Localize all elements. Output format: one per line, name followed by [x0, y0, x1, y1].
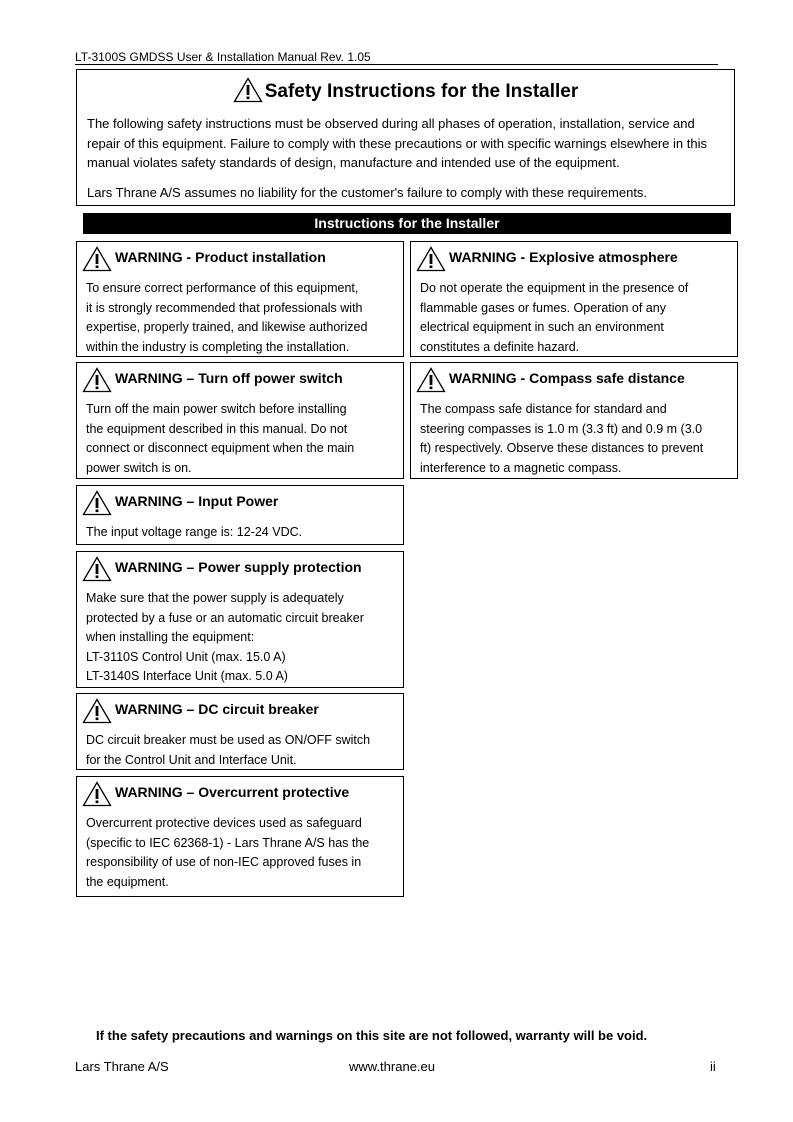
warning-title: WARNING – DC circuit breaker — [115, 701, 319, 717]
page-number: ii — [710, 1059, 716, 1074]
warning-triangle-icon — [82, 698, 112, 724]
warning-title: WARNING – Power supply protection — [115, 559, 362, 575]
warranty-footnote: If the safety precautions and warnings on this site are not followed, warranty will be void. — [96, 1028, 648, 1043]
warning-product-installation — [76, 241, 404, 357]
warning-body: Turn off the main power switch before installing the equipment described in this manual. Do not connect or disconnect equipment when the main power switch is on. — [86, 402, 355, 475]
intro-paragraph-2: Lars Thrane A/S assumes no liability for the customer's failure to comply with these requirements. — [87, 185, 648, 200]
header-title: LT-3100S GMDSS User & Installation Manual Rev. 1.05 — [75, 50, 371, 64]
warning-triangle-icon — [82, 556, 112, 582]
warning-title: WARNING - Product installation — [115, 249, 326, 265]
warning-explosive-atmosphere — [410, 241, 738, 357]
intro-box — [76, 69, 735, 206]
warning-body: To ensure correct performance of this equipment, it is strongly recommended that professionals with expertise, properly trained, and likewise authorized within the industry is completing the installation. — [86, 281, 368, 354]
warning-triangle-icon — [233, 77, 263, 103]
warning-power-supply-protection — [76, 551, 404, 688]
warning-triangle-icon — [416, 367, 446, 393]
footer-company: Lars Thrane A/S — [75, 1059, 169, 1074]
warning-body: Make sure that the power supply is adequately protected by a fuse or an automatic circuit breaker when installing the equipment: LT-3110S Control Unit (max. 15.0 A) LT-3140S Interface Unit (max. 5.0 A) — [86, 591, 364, 683]
warning-input-power — [76, 485, 404, 545]
warning-turn-off-power-switch — [76, 362, 404, 479]
footer-website-link[interactable]: www.thrane.eu — [349, 1059, 435, 1074]
warning-dc-circuit-breaker — [76, 693, 404, 770]
warning-body: Overcurrent protective devices used as safeguard (specific to IEC 62368-1) - Lars Thrane A/S has the responsibility of use of non-IEC approved fuses in the equipment. — [86, 816, 370, 889]
warning-triangle-icon — [82, 490, 112, 516]
warning-title: WARNING - Explosive atmosphere — [449, 249, 678, 265]
warning-triangle-icon — [82, 367, 112, 393]
warning-overcurrent-protective — [76, 776, 404, 897]
warning-title: WARNING - Compass safe distance — [449, 370, 685, 386]
warning-title: WARNING – Turn off power switch — [115, 370, 343, 386]
warning-title: WARNING – Overcurrent protective — [115, 784, 350, 800]
warning-body: The input voltage range is: 12-24 VDC. — [86, 525, 303, 539]
intro-heading — [77, 77, 734, 103]
intro-paragraph-1: The following safety instructions must be observed during all phases of operation, installation, service and repair of this equipment. Failure to comply with these precautions or with specific warnings elsewhere in this manual violates safety standards of design, manufacture and intended use of the equipment. — [87, 116, 707, 170]
warning-compass-safe-distance — [410, 362, 738, 479]
warning-triangle-icon — [82, 781, 112, 807]
warning-title: WARNING – Input Power — [115, 493, 279, 509]
warning-triangle-icon — [82, 246, 112, 272]
warning-triangle-icon — [416, 246, 446, 272]
section-banner: Instructions for the Installer — [83, 213, 731, 234]
warning-body: DC circuit breaker must be used as ON/OFF switch for the Control Unit and Interface Unit. — [86, 733, 371, 767]
intro-title: Safety Instructions for the Installer — [264, 81, 579, 102]
warning-body: Do not operate the equipment in the presence of flammable gases or fumes. Operation of any electrical equipment in such an environment constitutes a definite hazard. — [420, 281, 689, 354]
header-rule — [75, 64, 718, 65]
warning-body: The compass safe distance for standard and steering compasses is 1.0 m (3.3 ft) and 0.9 m (3.0 ft) respectively. Observe these distances to prevent interference to a magnetic compass. — [420, 402, 704, 475]
